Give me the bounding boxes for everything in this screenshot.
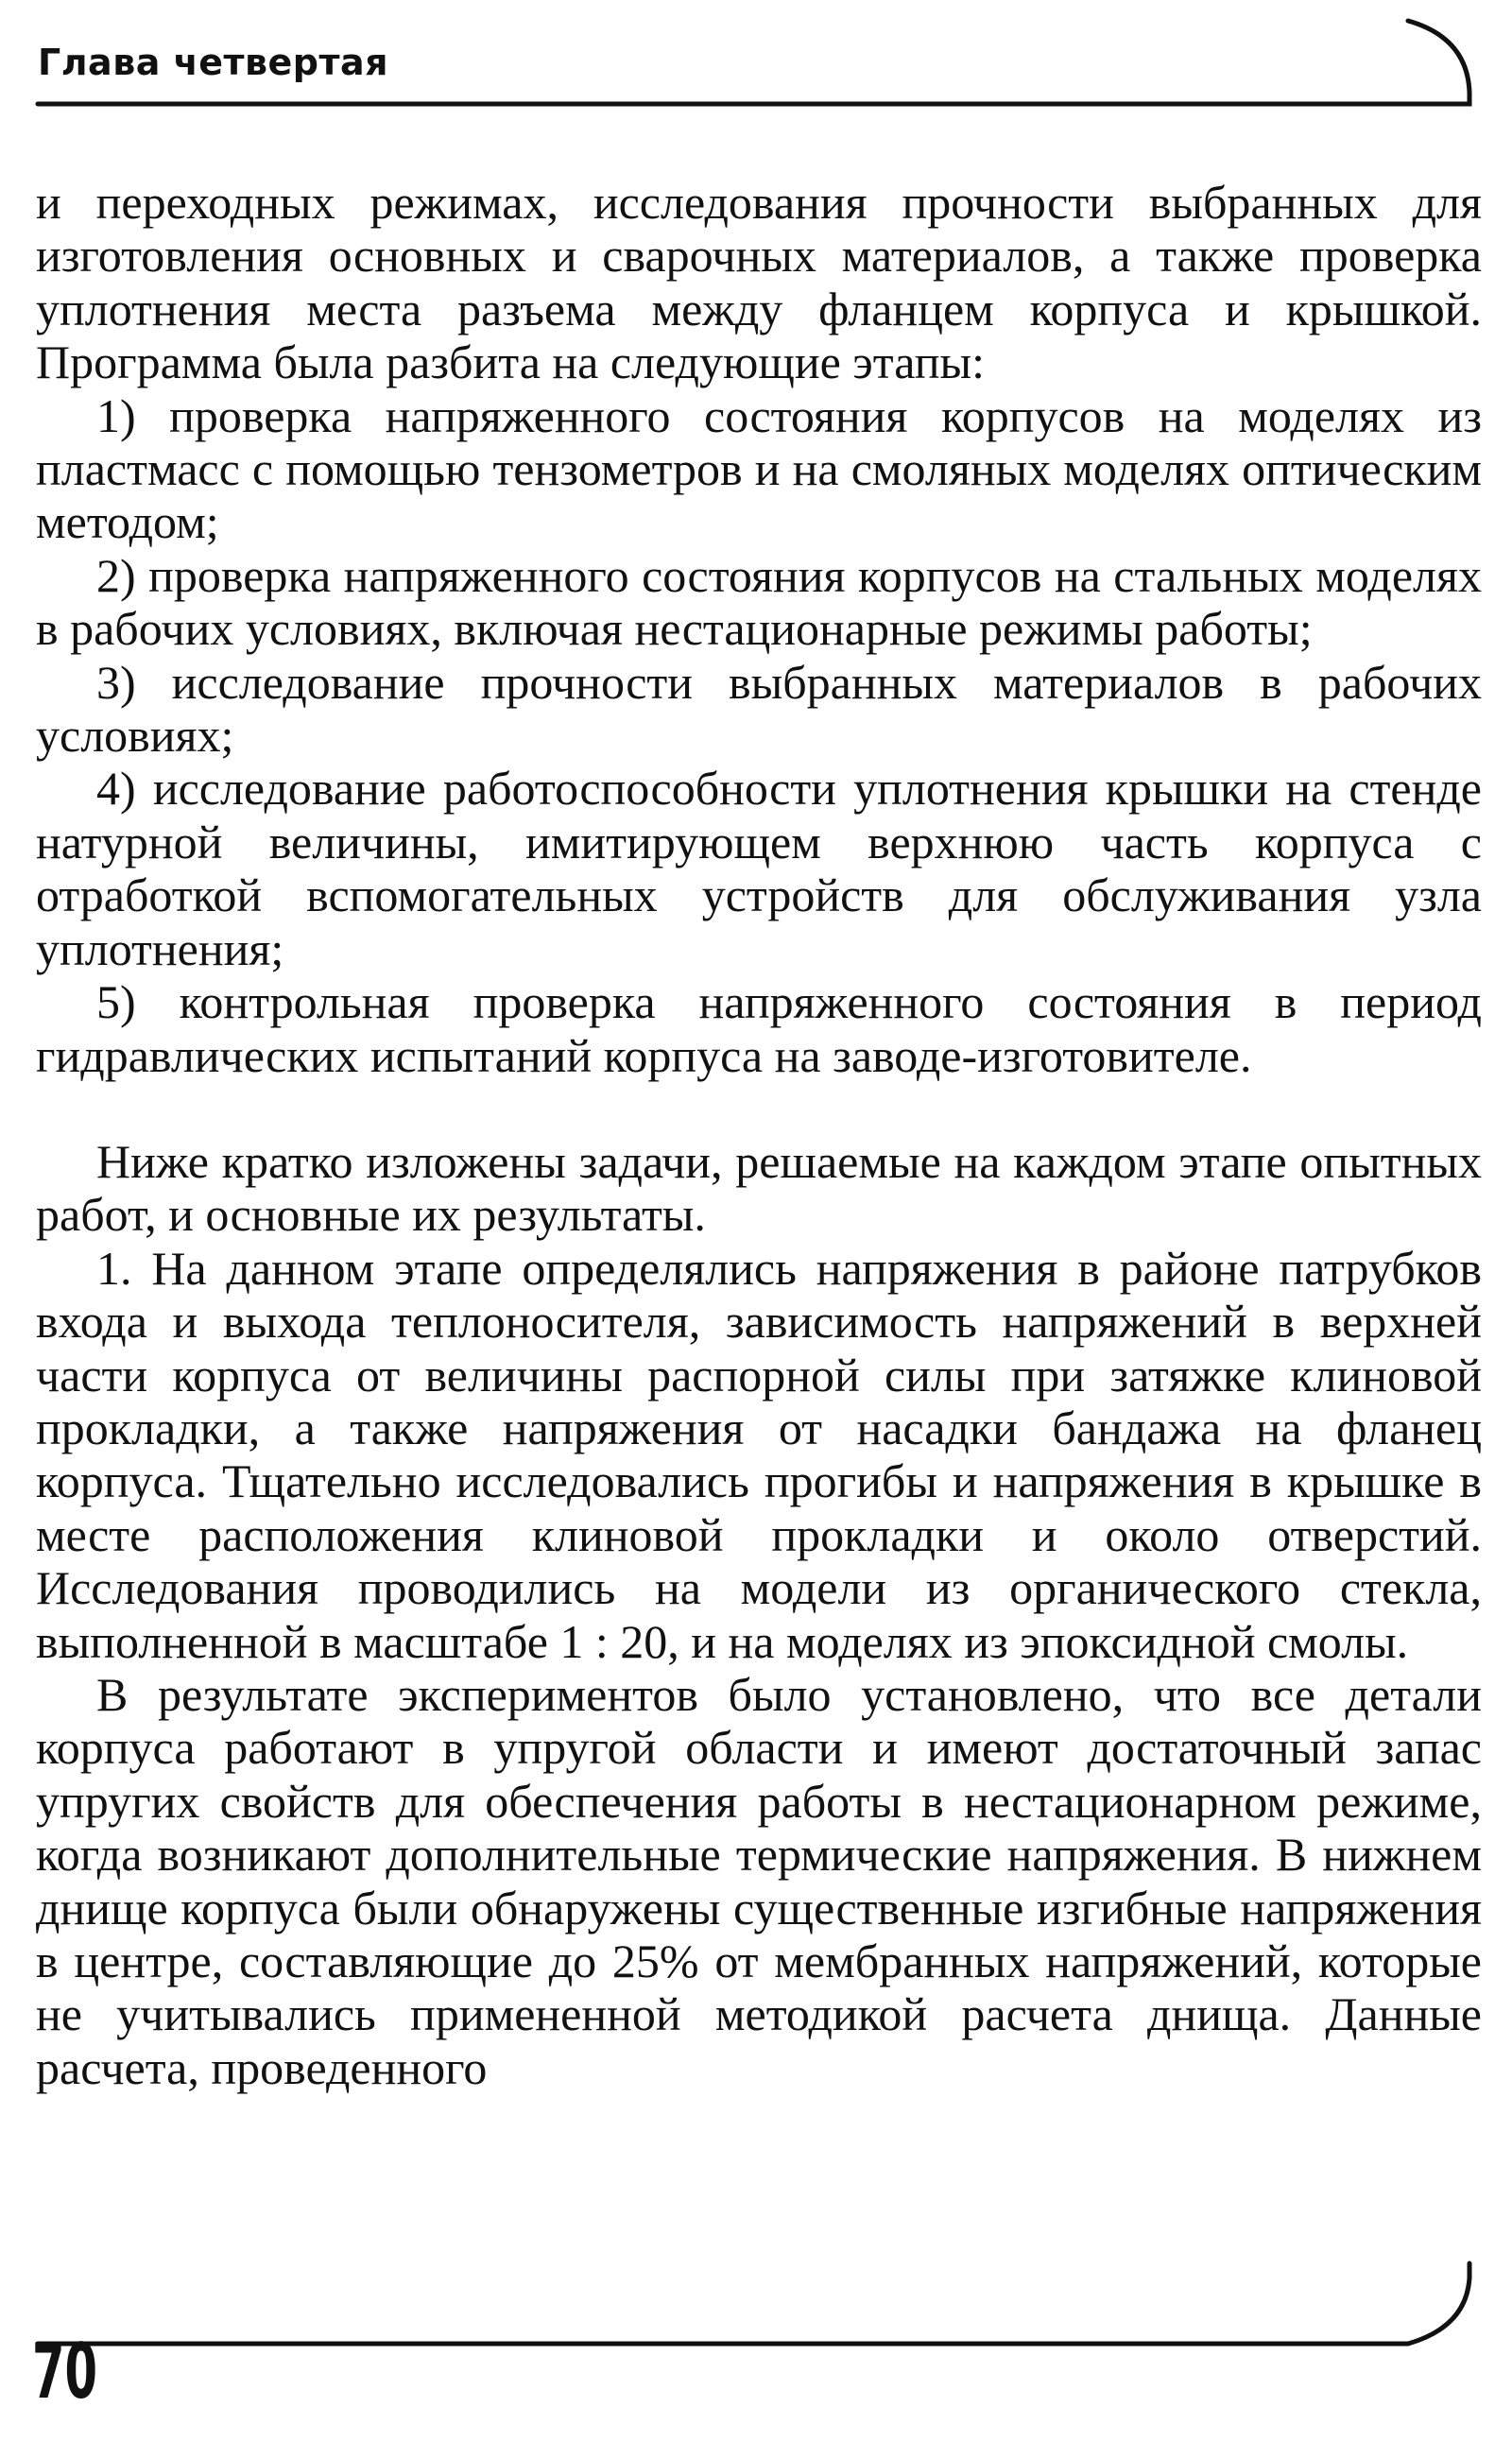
program-stage-3: 3) исследование прочности выбранных материалов в рабочих условиях; — [36, 655, 1482, 763]
program-stage-2: 2) проверка напряженного состояния корпусов на стальных моделях в рабочих условиях, включая нестационарные режимы работы; — [36, 548, 1482, 656]
page-number: 70 — [32, 2328, 98, 2416]
program-stage-1: 1) проверка напряженного состояния корпусов на моделях из пластмасс с помощью тензометров и на смоляных моделях оптическим методом; — [36, 388, 1482, 549]
program-stage-4: 4) исследование работоспособности уплотнения крышки на стенде натурной величины, имитирующем верхнюю часть корпуса с отработкой вспомогательных устройств для обслуживания узла уплотнения; — [36, 762, 1482, 975]
paragraph-intro-results: Ниже кратко изложены задачи, решаемые на каждом этапе опытных работ, и основные их результаты. — [36, 1134, 1482, 1242]
paragraph-stage-1-results: 1. На данном этапе определялись напряжения в районе патрубков входа и выхода теплоносителя, зависимость напряжений в верхней части корпуса от величины распорной силы при затяжке клиновой прокладки, а также напряжения от насадки бандажа на фланец корпуса. Тщательно исследовались прогибы и напряжения в крышке в месте расположения клиновой прокладки и около отверстий. Исследования проводились на модели из органического стекла, выполненной в масштабе 1 : 20, и на моделях из эпоксидной смолы. — [36, 1241, 1482, 1668]
paragraph-continuation: и переходных режимах, исследования прочности выбранных для изготовления основных и сварочных материалов, а также проверка уплотнения места разъема между фланцем корпуса и крышкой. Программа была разбита на следующие этапы: — [36, 176, 1482, 389]
body-text — [36, 176, 1482, 2094]
paragraph-experiment-results: В результате экспериментов было установлено, что все детали корпуса работают в упругой области и имеют достаточный запас упругих свойств для обеспечения работы в нестационарном режиме, когда возникают дополнительные термические напряжения. В нижнем днище корпуса были обнаружены существенные изгибные напряжения в центре, составляющие до 25% от мембранных напряжений, которые не учитывались примененной методикой расчета днища. Данные расчета, проведенного — [36, 1667, 1482, 2094]
program-stage-5: 5) контрольная проверка напряженного состояния в период гидравлических испытаний корпуса на заводе-изготовителе. — [36, 975, 1482, 1082]
running-head: Глава четвертая — [38, 42, 389, 83]
